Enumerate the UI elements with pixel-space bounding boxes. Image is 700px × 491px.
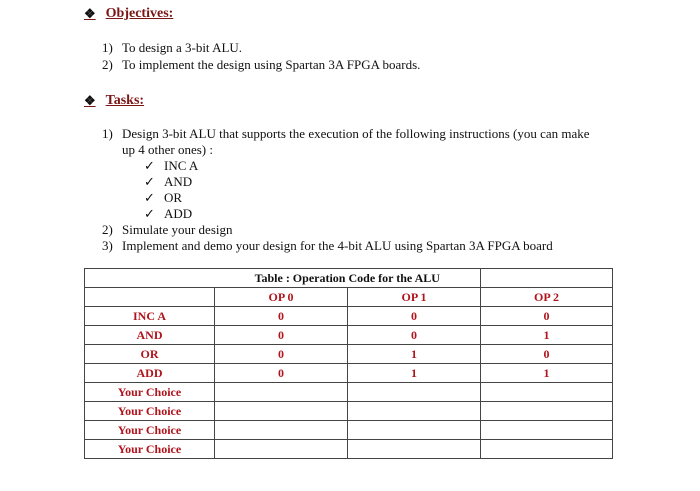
check-mark-icon: ✓: [144, 206, 155, 221]
instruction-label: AND: [164, 174, 193, 189]
instruction-name-cell: Your Choice: [85, 440, 215, 459]
check-mark-icon: ✓: [144, 174, 155, 189]
table-caption-row: [85, 269, 613, 288]
header-op2: OP 2: [481, 288, 613, 307]
op0-cell: [215, 383, 348, 402]
objective-text: To design a 3-bit ALU.: [122, 40, 243, 55]
header-op0: OP 0: [215, 288, 348, 307]
table-caption: Table : Operation Code for the ALU: [215, 269, 481, 288]
task-item-1-line-1: [102, 126, 590, 142]
tasks-heading: [84, 93, 144, 109]
task-text: Design 3-bit ALU that supports the execution of the following instructions (you can make: [122, 126, 590, 141]
task-text: Implement and demo your design for the 4-bit ALU using Spartan 3A FPGA board: [122, 238, 553, 253]
task-number: 2): [102, 222, 113, 237]
opcode-table: [84, 268, 613, 459]
objectives-title: Objectives:: [105, 6, 174, 21]
op1-cell: [348, 383, 481, 402]
table-corner-cell: [85, 269, 215, 288]
task-item-3: [102, 238, 553, 254]
op1-cell: [348, 402, 481, 421]
op0-cell: [215, 421, 348, 440]
instruction-name-cell: Your Choice: [85, 383, 215, 402]
table-row: [85, 383, 613, 402]
op1-cell: [348, 421, 481, 440]
tasks-title: Tasks:: [105, 93, 145, 108]
instruction-item: [144, 158, 198, 174]
instruction-item: [144, 206, 192, 222]
instruction-label: OR: [164, 190, 183, 205]
instruction-name-cell: Your Choice: [85, 402, 215, 421]
op2-cell: 0: [481, 345, 613, 364]
instruction-item: [144, 174, 192, 190]
op0-cell: 0: [215, 345, 348, 364]
objective-item-2: [102, 57, 420, 73]
instruction-name-cell: INC A: [85, 307, 215, 326]
table-row: [85, 402, 613, 421]
table-caption-empty: [481, 269, 613, 288]
op2-cell: [481, 440, 613, 459]
op1-cell: 1: [348, 364, 481, 383]
op2-cell: [481, 402, 613, 421]
op2-cell: [481, 421, 613, 440]
op1-cell: [348, 440, 481, 459]
instruction-name-cell: ADD: [85, 364, 215, 383]
op1-cell: 1: [348, 345, 481, 364]
op2-cell: 1: [481, 326, 613, 345]
objective-item-1: [102, 40, 242, 56]
instruction-name-cell: OR: [85, 345, 215, 364]
op2-cell: 0: [481, 307, 613, 326]
task-item-2: [102, 222, 233, 238]
op1-cell: 0: [348, 307, 481, 326]
diamond-bullet-icon: ❖: [84, 93, 96, 108]
header-op1: OP 1: [348, 288, 481, 307]
instruction-name-cell: Your Choice: [85, 421, 215, 440]
op0-cell: 0: [215, 307, 348, 326]
op0-cell: [215, 440, 348, 459]
objective-number: 2): [102, 57, 113, 72]
op0-cell: [215, 402, 348, 421]
instruction-item: [144, 190, 182, 206]
table-row: [85, 345, 613, 364]
table-row: [85, 364, 613, 383]
task-text: Simulate your design: [122, 222, 233, 237]
diamond-bullet-icon: ❖: [84, 6, 96, 21]
op2-cell: 1: [481, 364, 613, 383]
task-number: 1): [102, 126, 113, 141]
op2-cell: [481, 383, 613, 402]
op1-cell: 0: [348, 326, 481, 345]
header-empty-cell: [85, 288, 215, 307]
task-item-1-line-2: up 4 other ones) :: [122, 142, 213, 157]
task-number: 3): [102, 238, 113, 253]
instruction-label: ADD: [164, 206, 193, 221]
objectives-heading: [84, 6, 173, 22]
table-row: [85, 440, 613, 459]
instruction-name-cell: AND: [85, 326, 215, 345]
op0-cell: 0: [215, 326, 348, 345]
op0-cell: 0: [215, 364, 348, 383]
check-mark-icon: ✓: [144, 190, 155, 205]
check-mark-icon: ✓: [144, 158, 155, 173]
objective-number: 1): [102, 40, 113, 55]
table-row: [85, 326, 613, 345]
objective-text: To implement the design using Spartan 3A FPGA boards.: [122, 57, 421, 72]
table-row: [85, 307, 613, 326]
table-header-row: [85, 288, 613, 307]
instruction-label: INC A: [164, 158, 199, 173]
table-row: [85, 421, 613, 440]
